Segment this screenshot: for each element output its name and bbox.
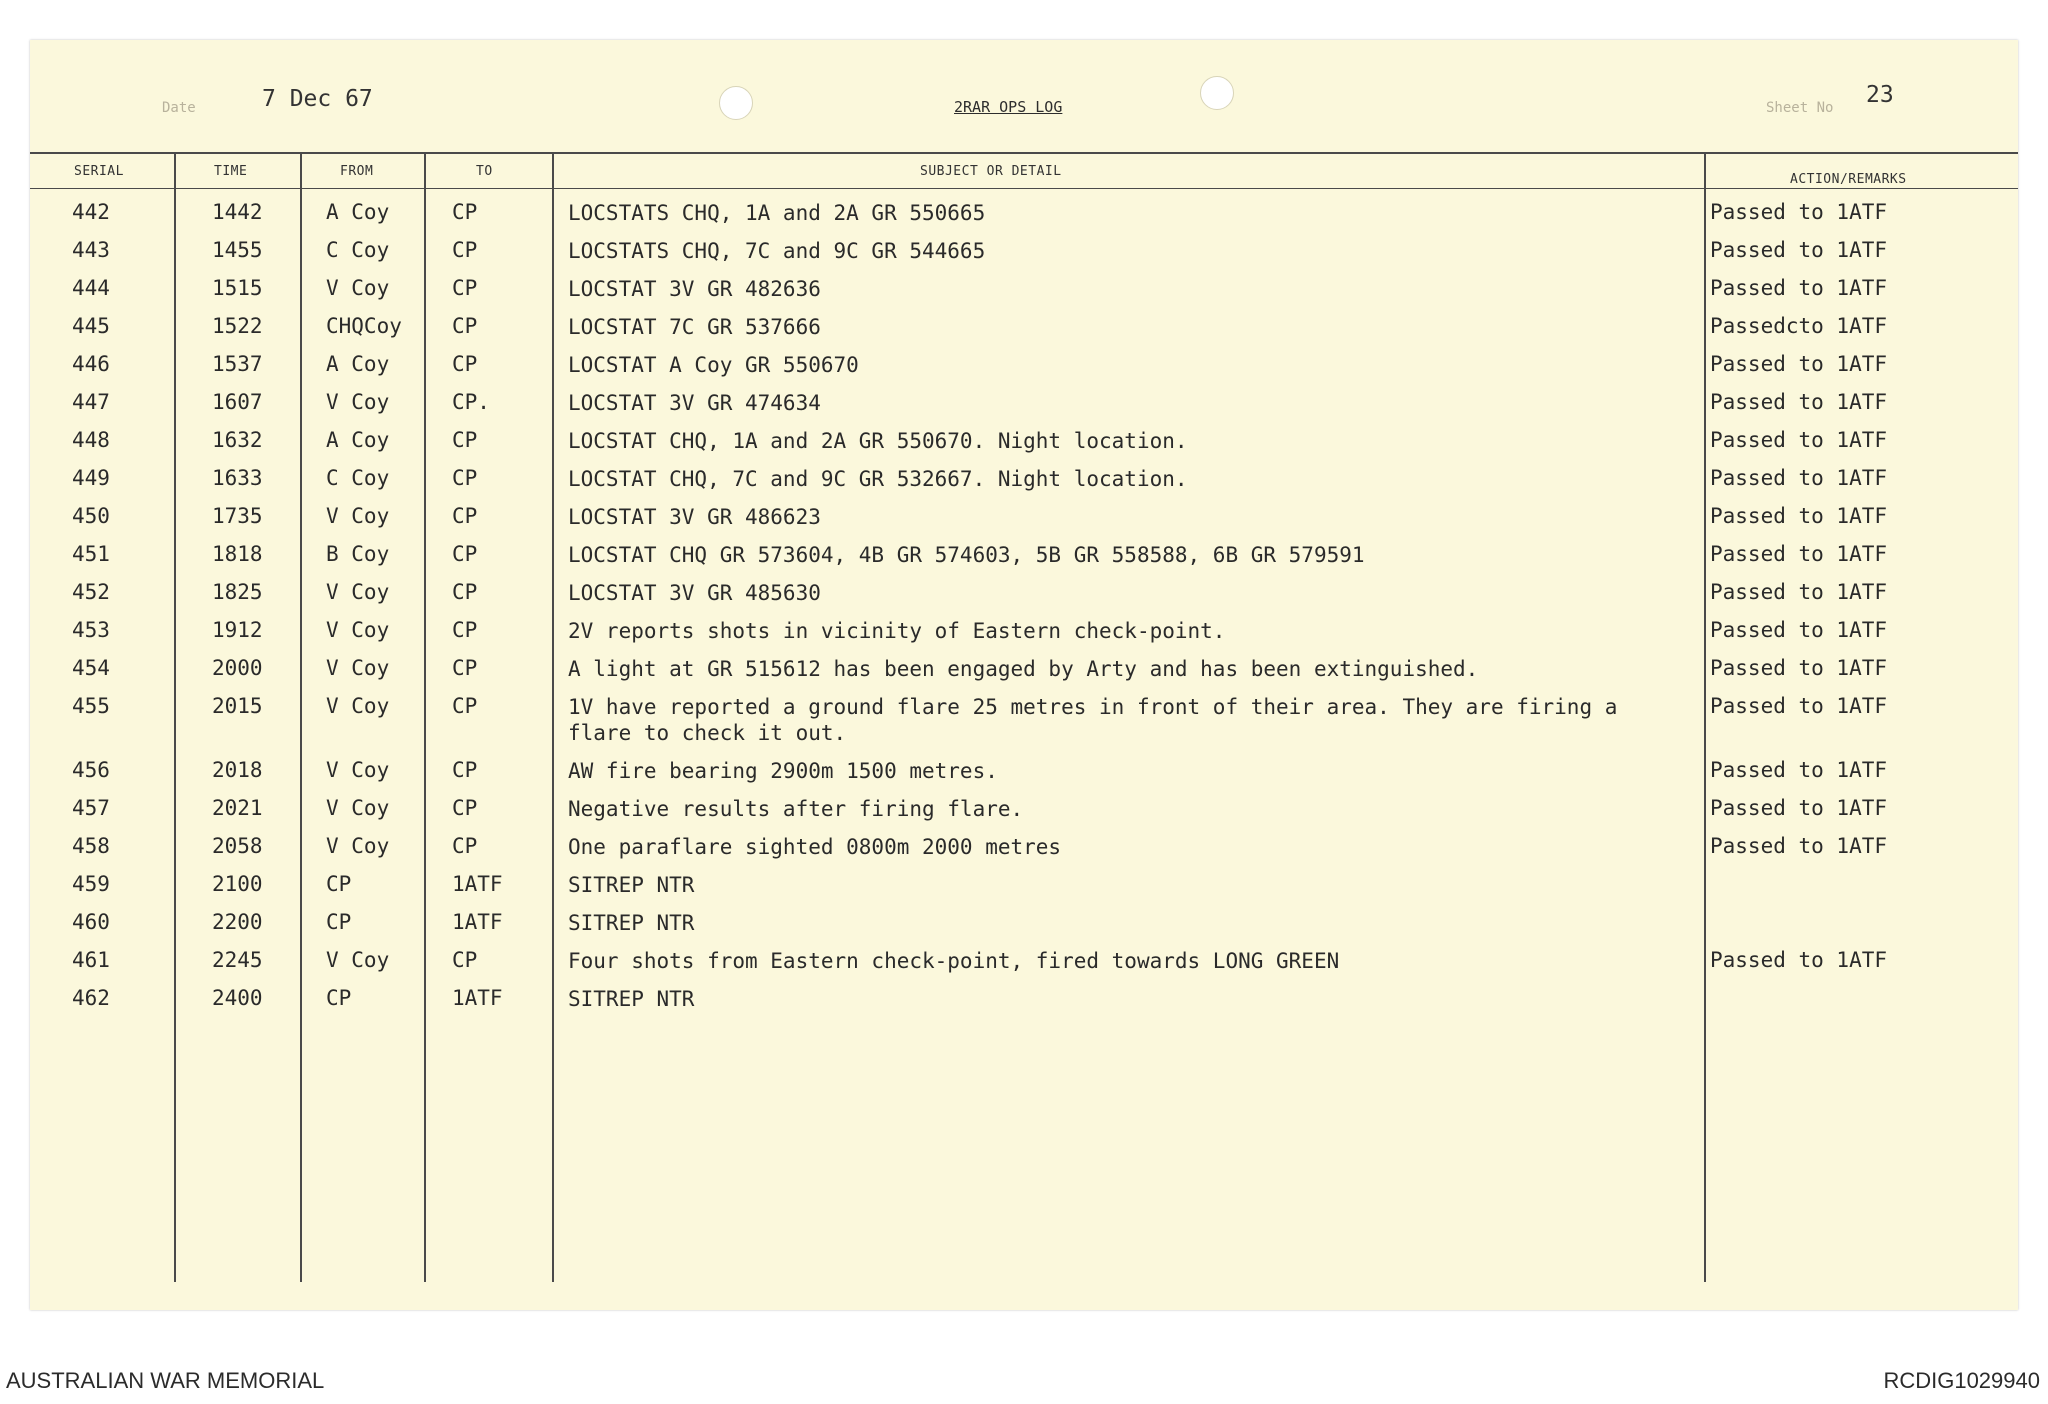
time-cell: 1515 <box>212 276 263 300</box>
subject-cell: AW fire bearing 2900m 1500 metres. <box>568 759 998 783</box>
subject-cell: SITREP NTR <box>568 911 695 935</box>
column-header-to: TO <box>476 164 493 179</box>
from-cell: C Coy <box>326 238 390 262</box>
from-cell: V Coy <box>326 834 390 858</box>
serial-cell: 454 <box>72 656 110 680</box>
action-cell: Passed to 1ATF <box>1710 390 1888 414</box>
serial-cell: 453 <box>72 618 110 642</box>
to-cell: CP <box>452 758 478 782</box>
serial-cell: 455 <box>72 694 110 718</box>
subject-cell: LOCSTAT CHQ GR 573604, 4B GR 574603, 5B GR 558588, 6B GR 579591 <box>568 543 1365 567</box>
to-cell: CP <box>452 466 478 490</box>
time-cell: 1537 <box>212 352 263 376</box>
time-cell: 1522 <box>212 314 263 338</box>
serial-cell: 443 <box>72 238 110 262</box>
punch-hole-right <box>1200 76 1234 110</box>
serial-cell: 442 <box>72 200 110 224</box>
action-cell: Passed to 1ATF <box>1710 504 1888 528</box>
from-cell: V Coy <box>326 656 390 680</box>
time-cell: 1818 <box>212 542 263 566</box>
serial-cell: 461 <box>72 948 110 972</box>
column-divider <box>174 154 176 1282</box>
to-cell: CP <box>452 796 478 820</box>
to-cell: CP <box>452 580 478 604</box>
table-header-rule <box>30 188 2018 189</box>
sheet-label: Sheet No <box>1766 100 1834 116</box>
subject-cell: LOCSTAT 7C GR 537666 <box>568 315 821 339</box>
page-title: 2RAR OPS LOG <box>954 98 1063 116</box>
time-cell: 2100 <box>212 872 263 896</box>
time-cell: 1632 <box>212 428 263 452</box>
archive-id: RCDIG1029940 <box>1883 1368 2040 1393</box>
action-cell: Passed to 1ATF <box>1710 758 1888 782</box>
subject-cell: LOCSTAT 3V GR 474634 <box>568 391 821 415</box>
action-cell: Passed to 1ATF <box>1710 834 1888 858</box>
from-cell: V Coy <box>326 694 390 718</box>
action-cell: Passed to 1ATF <box>1710 580 1888 604</box>
column-header-action: ACTION/REMARKS <box>1790 172 1907 187</box>
action-cell: Passed to 1ATF <box>1710 238 1888 262</box>
from-cell: V Coy <box>326 758 390 782</box>
serial-cell: 447 <box>72 390 110 414</box>
time-cell: 2015 <box>212 694 263 718</box>
serial-cell: 459 <box>72 872 110 896</box>
to-cell: CP. <box>452 390 490 414</box>
action-cell: Passed to 1ATF <box>1710 948 1888 972</box>
from-cell: V Coy <box>326 276 390 300</box>
serial-cell: 456 <box>72 758 110 782</box>
from-cell: V Coy <box>326 504 390 528</box>
from-cell: V Coy <box>326 618 390 642</box>
from-cell: CP <box>326 872 352 896</box>
action-cell: Passed to 1ATF <box>1710 542 1888 566</box>
to-cell: CP <box>452 428 478 452</box>
serial-cell: 445 <box>72 314 110 338</box>
serial-cell: 462 <box>72 986 110 1010</box>
time-cell: 1633 <box>212 466 263 490</box>
action-cell: Passed to 1ATF <box>1710 618 1888 642</box>
time-cell: 2245 <box>212 948 263 972</box>
subject-cell: A light at GR 515612 has been engaged by Arty and has been extinguished. <box>568 657 1479 681</box>
column-header-time: TIME <box>214 164 248 179</box>
time-cell: 1442 <box>212 200 263 224</box>
from-cell: CP <box>326 910 352 934</box>
subject-cell: 1V have reported a ground flare 25 metres in front of their area. They are firing a flare to check it out. <box>568 695 1618 745</box>
to-cell: CP <box>452 200 478 224</box>
column-divider <box>424 154 426 1282</box>
from-cell: V Coy <box>326 796 390 820</box>
subject-cell: Four shots from Eastern check-point, fired towards LONG GREEN <box>568 949 1340 973</box>
action-cell: Passed to 1ATF <box>1710 352 1888 376</box>
date-value: 7 Dec 67 <box>262 86 373 112</box>
punch-hole-left <box>719 86 753 120</box>
column-divider <box>552 154 554 1282</box>
subject-cell: Negative results after firing flare. <box>568 797 1024 821</box>
action-cell: Passed to 1ATF <box>1710 200 1888 224</box>
to-cell: CP <box>452 618 478 642</box>
action-cell: Passed to 1ATF <box>1710 694 1888 718</box>
table-top-rule <box>30 152 2018 154</box>
time-cell: 2400 <box>212 986 263 1010</box>
from-cell: CP <box>326 986 352 1010</box>
time-cell: 2021 <box>212 796 263 820</box>
time-cell: 2058 <box>212 834 263 858</box>
subject-cell: LOCSTAT 3V GR 482636 <box>568 277 821 301</box>
subject-cell: LOCSTAT A Coy GR 550670 <box>568 353 859 377</box>
subject-cell: LOCSTAT 3V GR 485630 <box>568 581 821 605</box>
time-cell: 2000 <box>212 656 263 680</box>
column-header-serial: SERIAL <box>74 164 124 179</box>
subject-cell: LOCSTATS CHQ, 1A and 2A GR 550665 <box>568 201 986 225</box>
to-cell: 1ATF <box>452 910 503 934</box>
archive-credit: AUSTRALIAN WAR MEMORIAL <box>6 1368 325 1393</box>
action-cell: Passed to 1ATF <box>1710 656 1888 680</box>
subject-cell: LOCSTAT 3V GR 486623 <box>568 505 821 529</box>
serial-cell: 448 <box>72 428 110 452</box>
serial-cell: 446 <box>72 352 110 376</box>
time-cell: 1825 <box>212 580 263 604</box>
time-cell: 1735 <box>212 504 263 528</box>
to-cell: CP <box>452 314 478 338</box>
action-cell: Passedcto 1ATF <box>1710 314 1888 338</box>
from-cell: C Coy <box>326 466 390 490</box>
log-sheet <box>30 40 2018 1310</box>
to-cell: CP <box>452 238 478 262</box>
to-cell: CP <box>452 694 478 718</box>
from-cell: A Coy <box>326 428 390 452</box>
from-cell: V Coy <box>326 580 390 604</box>
from-cell: V Coy <box>326 948 390 972</box>
to-cell: CP <box>452 542 478 566</box>
serial-cell: 444 <box>72 276 110 300</box>
to-cell: CP <box>452 948 478 972</box>
from-cell: A Coy <box>326 352 390 376</box>
subject-cell: 2V reports shots in vicinity of Eastern check-point. <box>568 619 1226 643</box>
sheet-number: 23 <box>1866 82 1894 108</box>
from-cell: B Coy <box>326 542 390 566</box>
action-cell: Passed to 1ATF <box>1710 796 1888 820</box>
time-cell: 1607 <box>212 390 263 414</box>
column-header-subject: SUBJECT OR DETAIL <box>920 164 1062 179</box>
action-cell: Passed to 1ATF <box>1710 276 1888 300</box>
subject-cell: SITREP NTR <box>568 873 695 897</box>
action-cell: Passed to 1ATF <box>1710 466 1888 490</box>
to-cell: CP <box>452 504 478 528</box>
from-cell: CHQCoy <box>326 314 402 338</box>
serial-cell: 460 <box>72 910 110 934</box>
to-cell: CP <box>452 352 478 376</box>
serial-cell: 452 <box>72 580 110 604</box>
serial-cell: 451 <box>72 542 110 566</box>
column-header-from: FROM <box>340 164 374 179</box>
time-cell: 2018 <box>212 758 263 782</box>
subject-cell: LOCSTATS CHQ, 7C and 9C GR 544665 <box>568 239 986 263</box>
time-cell: 1912 <box>212 618 263 642</box>
serial-cell: 457 <box>72 796 110 820</box>
subject-cell: One paraflare sighted 0800m 2000 metres <box>568 835 1062 859</box>
to-cell: 1ATF <box>452 986 503 1010</box>
subject-cell: SITREP NTR <box>568 987 695 1011</box>
serial-cell: 458 <box>72 834 110 858</box>
subject-cell: LOCSTAT CHQ, 7C and 9C GR 532667. Night location. <box>568 467 1188 491</box>
serial-cell: 450 <box>72 504 110 528</box>
subject-cell: LOCSTAT CHQ, 1A and 2A GR 550670. Night location. <box>568 429 1188 453</box>
column-divider <box>300 154 302 1282</box>
action-cell: Passed to 1ATF <box>1710 428 1888 452</box>
date-label: Date <box>162 100 196 116</box>
serial-cell: 449 <box>72 466 110 490</box>
from-cell: V Coy <box>326 390 390 414</box>
column-divider <box>1704 154 1706 1282</box>
to-cell: CP <box>452 834 478 858</box>
to-cell: 1ATF <box>452 872 503 896</box>
time-cell: 2200 <box>212 910 263 934</box>
to-cell: CP <box>452 656 478 680</box>
time-cell: 1455 <box>212 238 263 262</box>
from-cell: A Coy <box>326 200 390 224</box>
to-cell: CP <box>452 276 478 300</box>
